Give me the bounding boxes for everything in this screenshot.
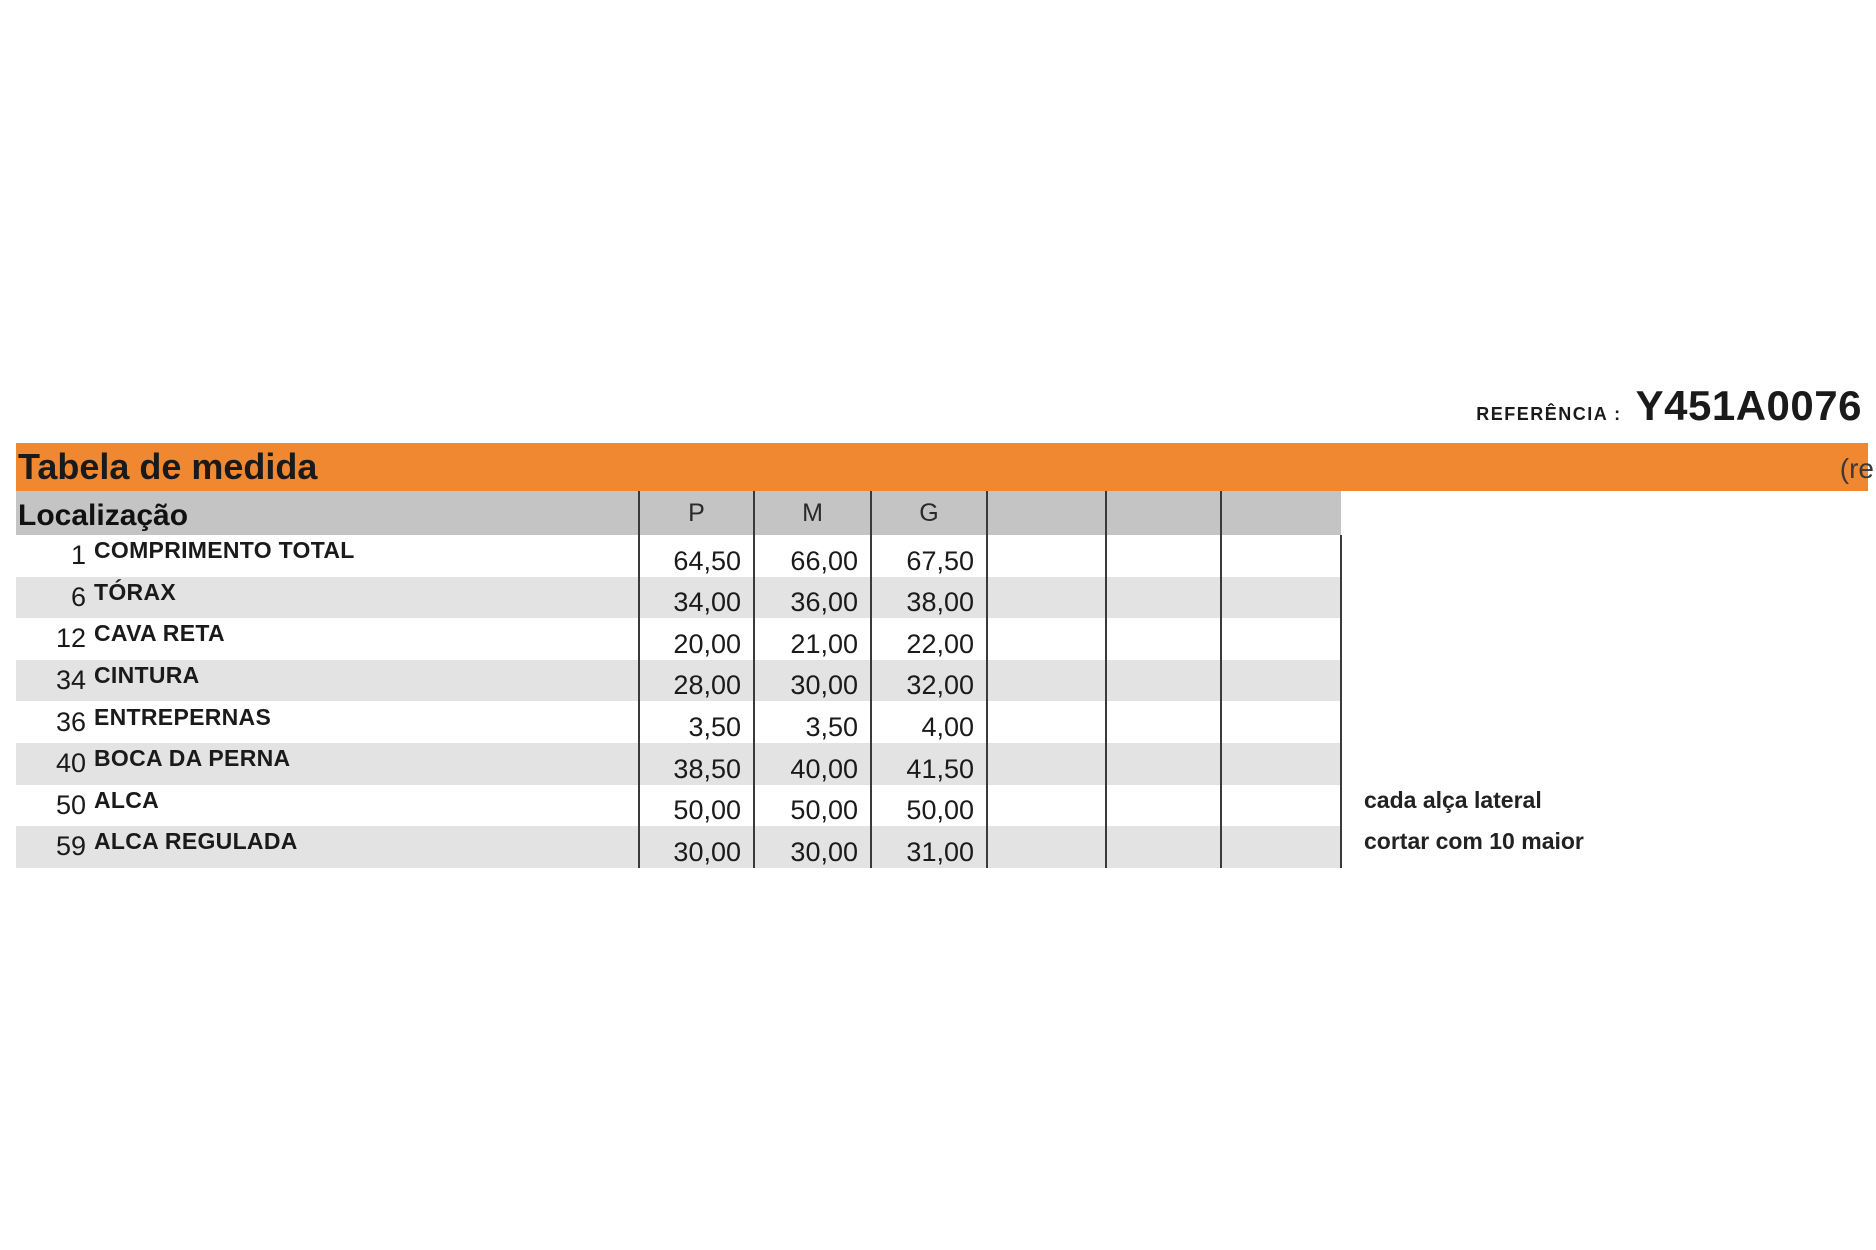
location-number: 59 [55,831,86,862]
table-row [16,618,1341,660]
empty-cell [1106,743,1221,785]
location-number: 50 [55,789,86,820]
location-number: 6 [70,581,86,612]
size-value-m: 50,00 [754,785,871,827]
size-value-g: 31,00 [871,826,987,868]
size-value-g: 41,50 [871,743,987,785]
location-cell [16,743,639,785]
location-cell [16,660,639,702]
location-header: Localização [16,491,639,535]
size-value-g: 67,50 [871,535,987,577]
size-value-m: 40,00 [754,743,871,785]
empty-cell [987,826,1106,868]
location-label: TÓRAX [94,578,176,605]
location-number: 40 [55,748,86,779]
empty-cell [987,785,1106,827]
location-cell [16,785,639,827]
empty-cell [1106,535,1221,577]
table-row [16,577,1341,619]
size-value-m: 66,00 [754,535,871,577]
empty-cell [1221,785,1341,827]
location-label: ALCA REGULADA [94,828,298,855]
location-label: ENTREPERNAS [94,703,272,730]
empty-cell [1221,618,1341,660]
size-value-m: 30,00 [754,826,871,868]
location-number: 12 [55,623,86,654]
location-number: 36 [55,706,86,737]
size-value-p: 38,50 [639,743,754,785]
row-note: cortar com 10 maior [1364,828,1584,855]
location-cell [16,618,639,660]
empty-cell [1106,785,1221,827]
table-row [16,660,1341,702]
location-number: 34 [55,665,86,696]
empty-cell [1106,660,1221,702]
empty-cell [1221,743,1341,785]
size-value-p: 64,50 [639,535,754,577]
section-right-fragment: (re [1839,453,1874,484]
size-value-m: 36,00 [754,577,871,619]
table-header-row [16,491,1341,535]
location-cell [16,826,639,868]
location-cell [16,701,639,743]
extra-header-1 [987,491,1106,535]
section-title: Tabela de medida [18,446,318,487]
empty-cell [987,535,1106,577]
size-value-m: 30,00 [754,660,871,702]
empty-cell [1106,618,1221,660]
size-value-p: 50,00 [639,785,754,827]
empty-cell [1221,826,1341,868]
empty-cell [1221,660,1341,702]
size-header-g: G [871,491,987,535]
location-number: 1 [70,540,86,571]
location-cell [16,577,639,619]
reference-label: REFERÊNCIA : [1476,404,1622,424]
size-value-g: 22,00 [871,618,987,660]
size-value-g: 32,00 [871,660,987,702]
table-body [16,535,1341,868]
size-value-p: 3,50 [639,701,754,743]
measurement-table [16,491,1342,868]
location-label: BOCA DA PERNA [94,745,291,772]
size-header-p: P [639,491,754,535]
empty-cell [1106,826,1221,868]
empty-cell [987,743,1106,785]
location-label: CAVA RETA [94,620,225,647]
reference-value: Y451A0076 [1635,382,1862,429]
empty-cell [1221,577,1341,619]
location-label: ALCA [94,786,160,813]
empty-cell [987,660,1106,702]
size-value-g: 38,00 [871,577,987,619]
empty-cell [1106,577,1221,619]
empty-cell [1221,701,1341,743]
empty-cell [987,577,1106,619]
size-value-m: 21,00 [754,618,871,660]
location-label: CINTURA [94,662,200,689]
size-value-p: 28,00 [639,660,754,702]
empty-cell [1106,701,1221,743]
size-value-p: 30,00 [639,826,754,868]
size-header-m: M [754,491,871,535]
table-row [16,535,1341,577]
location-label: COMPRIMENTO TOTAL [94,537,355,564]
table-row [16,701,1341,743]
size-value-m: 3,50 [754,701,871,743]
size-value-g: 4,00 [871,701,987,743]
empty-cell [1221,535,1341,577]
extra-header-2 [1106,491,1221,535]
size-value-p: 34,00 [639,577,754,619]
size-value-p: 20,00 [639,618,754,660]
size-value-g: 50,00 [871,785,987,827]
table-row [16,785,1341,827]
empty-cell [987,618,1106,660]
extra-header-3 [1221,491,1341,535]
reference-block [1476,382,1862,430]
table-row [16,743,1341,785]
section-header-bar [16,443,1874,491]
table-row [16,826,1341,868]
row-note: cada alça lateral [1364,786,1542,813]
empty-cell [987,701,1106,743]
location-cell [16,535,639,577]
